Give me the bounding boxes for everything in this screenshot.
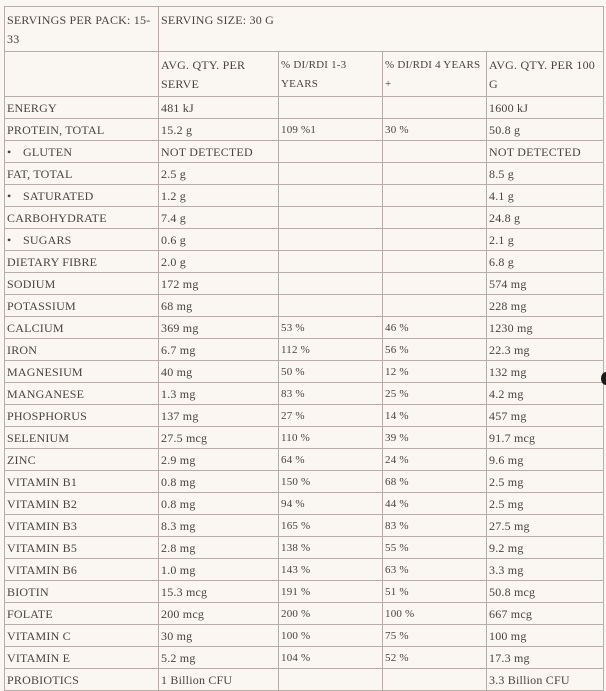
di-4-plus-value: 83 % (383, 515, 487, 537)
value-per-100g: 574 mg (487, 273, 604, 295)
nutrition-table-body (5, 7, 604, 691)
di-1-3-value (279, 185, 383, 207)
nutrient-name (5, 229, 159, 251)
nutrient-label: MANGANESE (7, 386, 85, 401)
di-1-3-value: 138 % (279, 537, 383, 559)
di-1-3-value (279, 669, 383, 691)
column-header-avg-per-serve: AVG. QTY. PER SERVE (159, 52, 279, 97)
table-row (5, 449, 604, 471)
di-4-plus-value (383, 229, 487, 251)
value-per-100g: 2.5 mg (487, 471, 604, 493)
value-per-100g: 228 mg (487, 295, 604, 317)
value-per-serve: 1.3 mg (159, 383, 279, 405)
nutrient-name (5, 295, 159, 317)
column-header-row (5, 52, 604, 97)
value-per-serve: 1 Billion CFU (159, 669, 279, 691)
di-1-3-value (279, 97, 383, 119)
value-per-100g: 17.3 mg (487, 647, 604, 669)
nutrient-name (5, 361, 159, 383)
value-per-100g: 22.3 mg (487, 339, 604, 361)
di-4-plus-value (383, 185, 487, 207)
value-per-serve: 15.3 mcg (159, 581, 279, 603)
value-per-100g: 2.5 mg (487, 493, 604, 515)
value-per-100g: 457 mg (487, 405, 604, 427)
nutrient-name (5, 185, 159, 207)
value-per-100g: 3.3 Billion CFU (487, 669, 604, 691)
di-4-plus-value: 63 % (383, 559, 487, 581)
nutrient-name (5, 537, 159, 559)
value-per-100g: 6.8 g (487, 251, 604, 273)
nutrient-label: GLUTEN (23, 144, 73, 159)
table-row (5, 383, 604, 405)
nutrient-label: ENERGY (7, 100, 57, 115)
nutrient-label: IRON (7, 342, 38, 357)
table-row (5, 603, 604, 625)
value-per-100g: 1230 mg (487, 317, 604, 339)
nutrient-label: ZINC (7, 452, 36, 467)
nutrient-label: VITAMIN C (7, 628, 71, 643)
nutrient-name (5, 625, 159, 647)
table-row (5, 163, 604, 185)
nutrient-label: PROBIOTICS (7, 672, 80, 687)
di-1-3-value (279, 207, 383, 229)
value-per-serve: 369 mg (159, 317, 279, 339)
value-per-100g: 2.1 g (487, 229, 604, 251)
di-4-plus-value: 25 % (383, 383, 487, 405)
value-per-100g: NOT DETECTED (487, 141, 604, 163)
nutrient-label: SUGARS (23, 232, 72, 247)
di-1-3-value: 112 % (279, 339, 383, 361)
di-1-3-value: 53 % (279, 317, 383, 339)
di-4-plus-value (383, 669, 487, 691)
table-row (5, 185, 604, 207)
table-row (5, 625, 604, 647)
value-per-serve: 15.2 g (159, 119, 279, 141)
table-row (5, 405, 604, 427)
value-per-serve: 0.8 mg (159, 471, 279, 493)
nutrient-label: CALCIUM (7, 320, 64, 335)
nutrient-label: VITAMIN B5 (7, 540, 78, 555)
di-4-plus-value: 52 % (383, 647, 487, 669)
nutrient-name (5, 273, 159, 295)
nutrient-name (5, 141, 159, 163)
di-1-3-value: 94 % (279, 493, 383, 515)
value-per-serve: 2.5 g (159, 163, 279, 185)
di-4-plus-value (383, 273, 487, 295)
di-1-3-value (279, 163, 383, 185)
value-per-100g: 50.8 mcg (487, 581, 604, 603)
value-per-serve: NOT DETECTED (159, 141, 279, 163)
di-4-plus-value: 39 % (383, 427, 487, 449)
value-per-100g: 27.5 mg (487, 515, 604, 537)
di-1-3-value: 50 % (279, 361, 383, 383)
nutrient-label: BIOTIN (7, 584, 49, 599)
table-row (5, 515, 604, 537)
value-per-100g: 667 mcg (487, 603, 604, 625)
value-per-100g: 100 mg (487, 625, 604, 647)
nutrient-label: PROTEIN, TOTAL (7, 122, 105, 137)
nutrient-label: MAGNESIUM (7, 364, 83, 379)
value-per-serve: 40 mg (159, 361, 279, 383)
value-per-serve: 2.9 mg (159, 449, 279, 471)
di-1-3-value: 109 %1 (279, 119, 383, 141)
nutrient-label: VITAMIN B2 (7, 496, 78, 511)
value-per-100g: 24.8 g (487, 207, 604, 229)
table-row (5, 537, 604, 559)
table-row (5, 427, 604, 449)
di-4-plus-value: 46 % (383, 317, 487, 339)
table-row (5, 647, 604, 669)
nutrient-name (5, 97, 159, 119)
table-row (5, 669, 604, 691)
di-1-3-value: 83 % (279, 383, 383, 405)
value-per-100g: 3.3 mg (487, 559, 604, 581)
value-per-100g: 9.6 mg (487, 449, 604, 471)
di-1-3-value (279, 273, 383, 295)
table-row (5, 361, 604, 383)
di-4-plus-value: 30 % (383, 119, 487, 141)
nutrient-label: CARBOHYDRATE (7, 210, 107, 225)
di-4-plus-value: 44 % (383, 493, 487, 515)
di-1-3-value: 64 % (279, 449, 383, 471)
di-4-plus-value (383, 251, 487, 273)
di-4-plus-value: 55 % (383, 537, 487, 559)
di-4-plus-value: 24 % (383, 449, 487, 471)
table-row (5, 559, 604, 581)
table-row (5, 493, 604, 515)
column-header-di-1-3: % DI/RDI 1-3 YEARS (279, 52, 383, 97)
table-row (5, 273, 604, 295)
di-4-plus-value: 56 % (383, 339, 487, 361)
di-1-3-value: 191 % (279, 581, 383, 603)
di-1-3-value: 110 % (279, 427, 383, 449)
nutrient-name (5, 449, 159, 471)
nutrient-name (5, 317, 159, 339)
nutrient-name (5, 427, 159, 449)
nutrient-name (5, 207, 159, 229)
value-per-serve: 2.0 g (159, 251, 279, 273)
nutrient-name (5, 647, 159, 669)
column-header-nutrient (5, 52, 159, 97)
value-per-serve: 27.5 mcg (159, 427, 279, 449)
nutrient-label: VITAMIN B6 (7, 562, 78, 577)
di-4-plus-value (383, 97, 487, 119)
table-row (5, 229, 604, 251)
di-4-plus-value (383, 163, 487, 185)
nutrient-name (5, 581, 159, 603)
value-per-100g: 9.2 mg (487, 537, 604, 559)
table-row (5, 339, 604, 361)
value-per-100g: 4.1 g (487, 185, 604, 207)
di-1-3-value: 143 % (279, 559, 383, 581)
nutrient-label: PHOSPHORUS (7, 408, 88, 423)
nutrient-name (5, 405, 159, 427)
value-per-serve: 30 mg (159, 625, 279, 647)
value-per-serve: 8.3 mg (159, 515, 279, 537)
value-per-100g: 50.8 g (487, 119, 604, 141)
nutrient-label: SODIUM (7, 276, 56, 291)
di-1-3-value (279, 229, 383, 251)
di-1-3-value (279, 295, 383, 317)
nutrient-name (5, 603, 159, 625)
nutrient-label: VITAMIN B3 (7, 518, 78, 533)
nutrient-label: DIETARY FIBRE (7, 254, 98, 269)
value-per-serve: 5.2 mg (159, 647, 279, 669)
nutrient-label: VITAMIN E (7, 650, 71, 665)
column-header-avg-per-100g: AVG. QTY. PER 100 G (487, 52, 604, 97)
di-1-3-value: 100 % (279, 625, 383, 647)
nutrient-label: FAT, TOTAL (7, 166, 73, 181)
table-row (5, 581, 604, 603)
value-per-serve: 7.4 g (159, 207, 279, 229)
nutrient-name (5, 515, 159, 537)
di-4-plus-value: 12 % (383, 361, 487, 383)
column-header-di-4-plus: % DI/RDI 4 YEARS + (383, 52, 487, 97)
table-row (5, 97, 604, 119)
nutrient-label: POTASSIUM (7, 298, 76, 313)
value-per-100g: 8.5 g (487, 163, 604, 185)
nutrient-name (5, 339, 159, 361)
nutrient-name (5, 669, 159, 691)
nutrient-name (5, 251, 159, 273)
table-row (5, 119, 604, 141)
value-per-100g: 132 mg (487, 361, 604, 383)
value-per-serve: 137 mg (159, 405, 279, 427)
di-4-plus-value (383, 295, 487, 317)
value-per-serve: 0.8 mg (159, 493, 279, 515)
table-row (5, 295, 604, 317)
bullet-icon: • (7, 144, 12, 159)
value-per-serve: 2.8 mg (159, 537, 279, 559)
di-1-3-value: 104 % (279, 647, 383, 669)
value-per-serve: 200 mcg (159, 603, 279, 625)
di-4-plus-value: 51 % (383, 581, 487, 603)
value-per-serve: 481 kJ (159, 97, 279, 119)
nutrient-name (5, 383, 159, 405)
edge-dot-icon (601, 372, 606, 385)
table-row (5, 471, 604, 493)
value-per-serve: 68 mg (159, 295, 279, 317)
table-row (5, 207, 604, 229)
nutrient-name (5, 559, 159, 581)
di-1-3-value: 150 % (279, 471, 383, 493)
value-per-serve: 6.7 mg (159, 339, 279, 361)
nutrient-label: FOLATE (7, 606, 53, 621)
value-per-100g: 91.7 mcg (487, 427, 604, 449)
di-1-3-value (279, 251, 383, 273)
nutrient-name (5, 471, 159, 493)
di-1-3-value: 165 % (279, 515, 383, 537)
di-4-plus-value: 100 % (383, 603, 487, 625)
value-per-100g: 1600 kJ (487, 97, 604, 119)
table-row (5, 317, 604, 339)
di-1-3-value (279, 141, 383, 163)
di-1-3-value: 27 % (279, 405, 383, 427)
value-per-serve: 1.2 g (159, 185, 279, 207)
di-4-plus-value: 14 % (383, 405, 487, 427)
value-per-100g: 4.2 mg (487, 383, 604, 405)
nutrient-name (5, 119, 159, 141)
serving-size: SERVING SIZE: 30 G (159, 7, 604, 52)
di-4-plus-value (383, 207, 487, 229)
table-row (5, 141, 604, 163)
nutrient-name (5, 493, 159, 515)
value-per-serve: 172 mg (159, 273, 279, 295)
di-1-3-value: 200 % (279, 603, 383, 625)
value-per-serve: 0.6 g (159, 229, 279, 251)
nutrient-name (5, 163, 159, 185)
bullet-icon: • (7, 188, 12, 203)
di-4-plus-value (383, 141, 487, 163)
nutrition-table (4, 6, 604, 691)
servings-header-row (5, 7, 604, 52)
nutrient-label: SELENIUM (7, 430, 70, 445)
di-4-plus-value: 75 % (383, 625, 487, 647)
di-4-plus-value: 68 % (383, 471, 487, 493)
value-per-serve: 1.0 mg (159, 559, 279, 581)
nutrient-label: SATURATED (23, 188, 94, 203)
servings-per-pack: SERVINGS PER PACK: 15-33 (5, 7, 159, 52)
bullet-icon: • (7, 232, 12, 247)
nutrient-label: VITAMIN B1 (7, 474, 78, 489)
table-row (5, 251, 604, 273)
